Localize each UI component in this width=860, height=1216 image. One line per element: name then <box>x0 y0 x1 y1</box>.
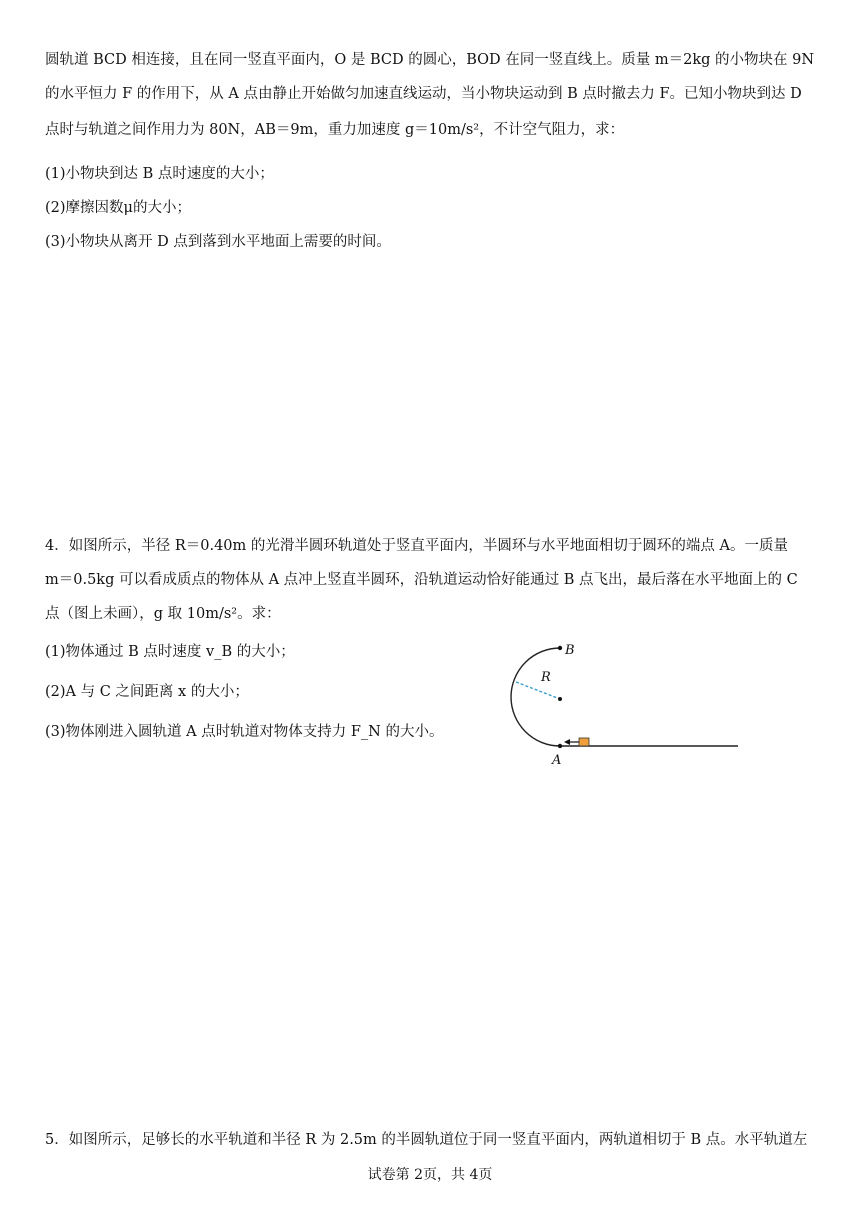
center-point <box>558 697 562 701</box>
q4-line-2: m＝0.5kg 可以看成质点的物体从 A 点冲上竖直半圆环，沿轨道运动恰好能通过 B 点飞出，最后落在水平地面上的 C <box>45 572 798 588</box>
block <box>579 738 589 746</box>
q4-subquestion-3: (3)物体刚进入圆轨道 A 点时轨道对物体支持力 F_N 的大小。 <box>45 724 444 740</box>
q4-line-3: 点（图上未画），g 取 10m/s²。求： <box>45 606 281 622</box>
velocity-arrowhead <box>564 739 570 745</box>
q3-line-3: 点时与轨道之间作用力为 80N，AB＝9m，重力加速度 g＝10m/s²，不计空气阻力，求： <box>45 122 625 138</box>
q3-subquestion-3: (3)小物块从离开 D 点到落到水平地面上需要的时间。 <box>45 234 391 250</box>
label-a: A <box>552 753 562 768</box>
q4-subquestion-2: (2)A 与 C 之间距离 x 的大小； <box>45 684 249 700</box>
q3-subquestion-1: (1)小物块到达 B 点时速度的大小； <box>45 166 274 182</box>
semicircle-track <box>511 648 560 746</box>
point-a <box>558 744 562 748</box>
semicircle-track-diagram <box>490 636 750 772</box>
q3-line-1: 圆轨道 BCD 相连接，且在同一竖直平面内，O 是 BCD 的圆心，BOD 在同一竖直线上。质量 m＝2kg 的小物块在 9N <box>45 52 815 68</box>
q4-line-1: 4．如图所示，半径 R＝0.40m 的光滑半圆环轨道处于竖直平面内，半圆环与水平地面相切于圆环的端点 A。一质量 <box>45 538 788 554</box>
label-r: R <box>541 670 551 685</box>
label-b: B <box>565 643 575 658</box>
q5-line-1: 5．如图所示，足够长的水平轨道和半径 R 为 2.5m 的半圆轨道位于同一竖直平面内，两轨道相切于 B 点。水平轨道左 <box>45 1132 808 1148</box>
q3-line-2: 的水平恒力 F 的作用下，从 A 点由静止开始做匀加速直线运动，当小物块运动到 B 点时撤去力 F。已知小物块到达 D <box>45 86 802 102</box>
q3-subquestion-2: (2)摩擦因数μ的大小； <box>45 200 191 216</box>
radius-line <box>516 682 560 699</box>
q4-subquestion-1: (1)物体通过 B 点时速度 v_B 的大小； <box>45 644 295 660</box>
point-b <box>558 646 562 650</box>
page-footer: 试卷第 2页，共 4页 <box>367 1167 493 1183</box>
